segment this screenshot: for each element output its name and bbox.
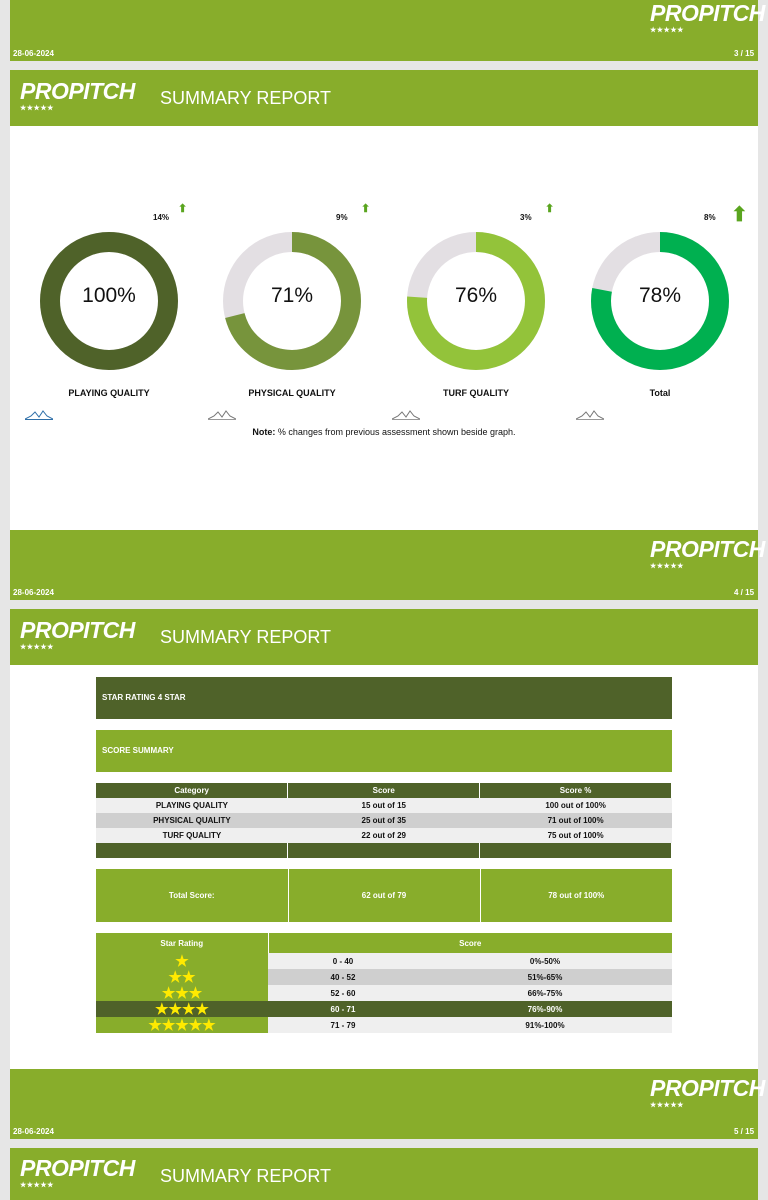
cell: 66%-75%: [418, 985, 672, 1001]
star-icons: ★★★★★: [96, 1017, 268, 1033]
page6-header-logo: PROPITCH ★★★★★: [20, 1155, 135, 1189]
page3-date: 28-06-2024: [13, 49, 54, 58]
star-icons: ★: [96, 953, 268, 969]
gauge-change: 9%: [336, 213, 348, 222]
arrow-up-icon: ⬆: [178, 203, 188, 215]
page3-footer-logo: PROPITCH ★★★★★: [650, 0, 765, 34]
cell: TURF QUALITY: [96, 828, 288, 843]
gauge-label: PLAYING QUALITY: [68, 388, 150, 398]
gauge-change: 8%: [704, 213, 716, 222]
star-icons: ★★★★: [96, 1001, 268, 1017]
trend-sparkline-icon: [392, 408, 420, 420]
gauge-0: [39, 231, 179, 371]
trend-sparkline-icon: [208, 408, 236, 420]
cell: PHYSICAL QUALITY: [96, 813, 288, 828]
page4-title: SUMMARY REPORT: [160, 88, 332, 108]
page6-title: SUMMARY REPORT: [160, 1166, 332, 1186]
score-table-header: [96, 783, 672, 798]
page4-footer-logo: PROPITCH ★★★★★: [650, 536, 765, 570]
cell: 75 out of 100%: [480, 828, 672, 843]
cell: 22 out of 29: [288, 828, 480, 843]
total-score-table: [96, 869, 672, 922]
gauge-value: 76%: [454, 284, 498, 307]
cell: 91%-100%: [418, 1017, 672, 1033]
page5-title: SUMMARY REPORT: [160, 627, 332, 647]
gauge-value: 100%: [82, 284, 136, 307]
page5-footer-logo: PROPITCH ★★★★★: [650, 1075, 765, 1109]
cell: 76%-90%: [418, 1001, 672, 1017]
cell: 40 - 52: [268, 969, 418, 985]
cell: PLAYING QUALITY: [96, 798, 288, 813]
cell: 25 out of 35: [288, 813, 480, 828]
table-row: [96, 828, 672, 843]
table-row: [96, 798, 672, 813]
header-star-rating: Star Rating: [96, 933, 268, 953]
score-table: [96, 783, 672, 858]
page4-header-logo: PROPITCH ★★★★★: [20, 78, 135, 112]
page5-date: 28-06-2024: [13, 1127, 54, 1136]
star-row-current: [96, 1001, 672, 1017]
gauge-change: 3%: [520, 213, 532, 222]
total-score-label: Total Score:: [96, 869, 288, 922]
cell: 100 out of 100%: [480, 798, 672, 813]
cell: 60 - 71: [268, 1001, 418, 1017]
page5-footer-band: [10, 1069, 758, 1139]
arrow-up-icon: ⬆: [545, 203, 555, 215]
total-score-pct: 78 out of 100%: [480, 869, 672, 922]
cell: 0%-50%: [418, 953, 672, 969]
total-score-value: 62 out of 79: [288, 869, 480, 922]
trend-sparkline-icon: [25, 408, 53, 420]
star-row: [96, 1017, 672, 1033]
gauge-3: [590, 231, 730, 371]
page4-note: Note: % changes from previous assessment shown beside graph.: [252, 427, 516, 437]
cell: 71 - 79: [268, 1017, 418, 1033]
gauge-value: 71%: [270, 284, 314, 307]
header-score: Score: [288, 783, 480, 798]
table-spacer-row: [96, 843, 672, 858]
header-star-score: Score: [268, 933, 672, 953]
cell: 0 - 40: [268, 953, 418, 969]
gauge-2: [406, 231, 546, 371]
page3-footer-band: [10, 0, 758, 61]
page4-footer-band: [10, 530, 758, 600]
gauge-label: TURF QUALITY: [443, 388, 509, 398]
cell: 52 - 60: [268, 985, 418, 1001]
gauge-change: 14%: [153, 213, 170, 222]
star-icons: ★★★: [96, 985, 268, 1001]
arrow-up-icon: ⬆: [731, 204, 748, 226]
cell: 15 out of 15: [288, 798, 480, 813]
page4-date: 28-06-2024: [13, 588, 54, 597]
star-icons: ★★: [96, 969, 268, 985]
page5-page-number: 5 / 15: [734, 1127, 755, 1136]
star-rating-banner: STAR RATING 4 STAR: [96, 677, 672, 719]
star-row: [96, 985, 672, 1001]
gauge-value: 78%: [638, 284, 682, 307]
gauge-label: PHYSICAL QUALITY: [248, 388, 336, 398]
gauge-label: Total: [649, 388, 671, 398]
gauge-1: [222, 231, 362, 371]
table-row: [96, 813, 672, 828]
star-row: [96, 953, 672, 969]
score-summary-banner: SCORE SUMMARY: [96, 730, 672, 772]
arrow-up-icon: ⬆: [361, 203, 371, 215]
star-row: [96, 969, 672, 985]
header-category: Category: [96, 783, 288, 798]
cell: 71 out of 100%: [480, 813, 672, 828]
trend-sparkline-icon: [576, 408, 604, 420]
header-score-pct: Score %: [480, 783, 672, 798]
page4-page-number: 4 / 15: [734, 588, 755, 597]
star-rating-table: [96, 933, 672, 1033]
page5-header-logo: PROPITCH ★★★★★: [20, 617, 135, 651]
cell: 51%-65%: [418, 969, 672, 985]
page3-page-number: 3 / 15: [734, 49, 755, 58]
